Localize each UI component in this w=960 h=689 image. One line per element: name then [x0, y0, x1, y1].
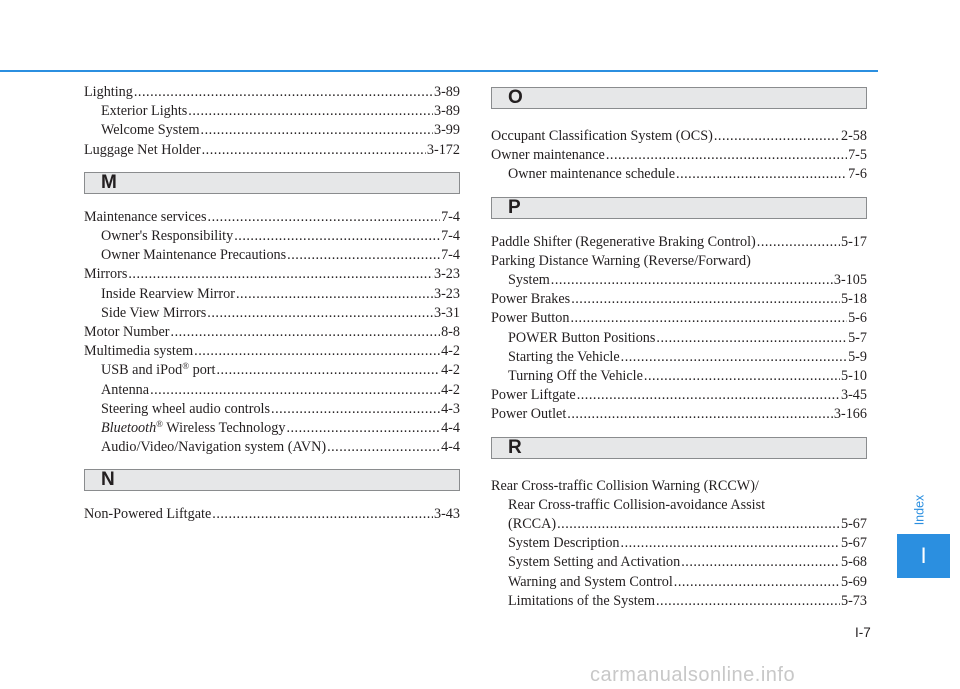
index-entry-owner-maintenance[interactable]: Owner maintenance ..... 7-5: [491, 146, 867, 165]
side-index-label: Index: [912, 494, 926, 526]
index-entry-exterior-lights[interactable]: Exterior Lights ..... 3-89: [84, 102, 460, 121]
index-entry-motor-number[interactable]: Motor Number ..... 8-8: [84, 323, 460, 342]
section-header-p: P: [491, 197, 867, 219]
section-header-n: N: [84, 469, 460, 491]
index-entry-parking-distance-warning[interactable]: Parking Distance Warning (Reverse/Forward) System ..... 3-105: [491, 252, 867, 290]
section-header-o: O: [491, 87, 867, 109]
index-entry-antenna[interactable]: Antenna ..... 4-2: [84, 381, 460, 400]
index-entry-bluetooth-wireless-technology[interactable]: Bluetooth® Wireless Technology ..... 4-4: [84, 419, 460, 438]
index-entry-system-description[interactable]: System Description ..... 5-67: [491, 534, 867, 553]
index-entry-rccw-rcca[interactable]: Rear Cross-traffic Collision Warning (RCCW)/ Rear Cross-traffic Collision-avoidance Assist (RCCA) ..... 5-67: [491, 477, 867, 535]
index-entry-owner-maintenance-schedule[interactable]: Owner maintenance schedule ..... 7-6: [491, 165, 867, 184]
index-entry-owner-maintenance-precautions[interactable]: Owner Maintenance Precautions ..... 7-4: [84, 246, 460, 265]
index-entry-power-button-positions[interactable]: POWER Button Positions ..... 5-7: [491, 329, 867, 348]
top-rule: [0, 70, 878, 72]
index-entry-limitations-of-the-system[interactable]: Limitations of the System ..... 5-73: [491, 592, 867, 611]
index-entry-system-setting-and-activation[interactable]: System Setting and Activation ..... 5-68: [491, 553, 867, 572]
section-header-m: M: [84, 172, 460, 194]
index-entry-power-liftgate[interactable]: Power Liftgate ..... 3-45: [491, 386, 867, 405]
index-entry-welcome-system[interactable]: Welcome System ..... 3-99: [84, 121, 460, 140]
index-entry-power-outlet[interactable]: Power Outlet ..... 3-166: [491, 405, 867, 424]
index-entry-warning-and-system-control[interactable]: Warning and System Control ..... 5-69: [491, 573, 867, 592]
index-entry-starting-the-vehicle[interactable]: Starting the Vehicle ..... 5-9: [491, 348, 867, 367]
section-header-r: R: [491, 437, 867, 459]
index-entry-avn-system[interactable]: Audio/Video/Navigation system (AVN) ..... 4-4: [84, 438, 460, 457]
index-entry-power-button[interactable]: Power Button ..... 5-6: [491, 309, 867, 328]
index-column-right: [491, 83, 867, 611]
index-entry-turning-off-the-vehicle[interactable]: Turning Off the Vehicle ..... 5-10: [491, 367, 867, 386]
index-entry-lighting[interactable]: Lighting ..... 3-89: [84, 83, 460, 102]
index-entry-mirrors[interactable]: Mirrors ..... 3-23: [84, 265, 460, 284]
index-entry-multimedia-system[interactable]: Multimedia system ..... 4-2: [84, 342, 460, 361]
page-number: I-7: [855, 625, 871, 640]
index-entry-non-powered-liftgate[interactable]: Non-Powered Liftgate ..... 3-43: [84, 505, 460, 524]
index-entry-luggage-net-holder[interactable]: Luggage Net Holder ..... 3-172: [84, 141, 460, 160]
index-column-left: [84, 83, 460, 525]
index-entry-inside-rearview-mirror[interactable]: Inside Rearview Mirror ..... 3-23: [84, 285, 460, 304]
index-entry-owners-responsibility[interactable]: Owner's Responsibility ..... 7-4: [84, 227, 460, 246]
index-entry-paddle-shifter[interactable]: Paddle Shifter (Regenerative Braking Control) ..... 5-17: [491, 233, 867, 252]
index-entry-maintenance-services[interactable]: Maintenance services ..... 7-4: [84, 208, 460, 227]
index-entry-steering-wheel-audio-controls[interactable]: Steering wheel audio controls ..... 4-3: [84, 400, 460, 419]
index-entry-ocs[interactable]: Occupant Classification System (OCS) ..... 2-58: [491, 127, 867, 146]
index-entry-usb-and-ipod-port[interactable]: USB and iPod® port ..... 4-2: [84, 361, 460, 380]
side-index-tab[interactable]: I: [897, 534, 950, 578]
index-entry-power-brakes[interactable]: Power Brakes ..... 5-18: [491, 290, 867, 309]
index-entry-side-view-mirrors[interactable]: Side View Mirrors ..... 3-31: [84, 304, 460, 323]
watermark: carmanualsonline.info: [590, 664, 796, 686]
